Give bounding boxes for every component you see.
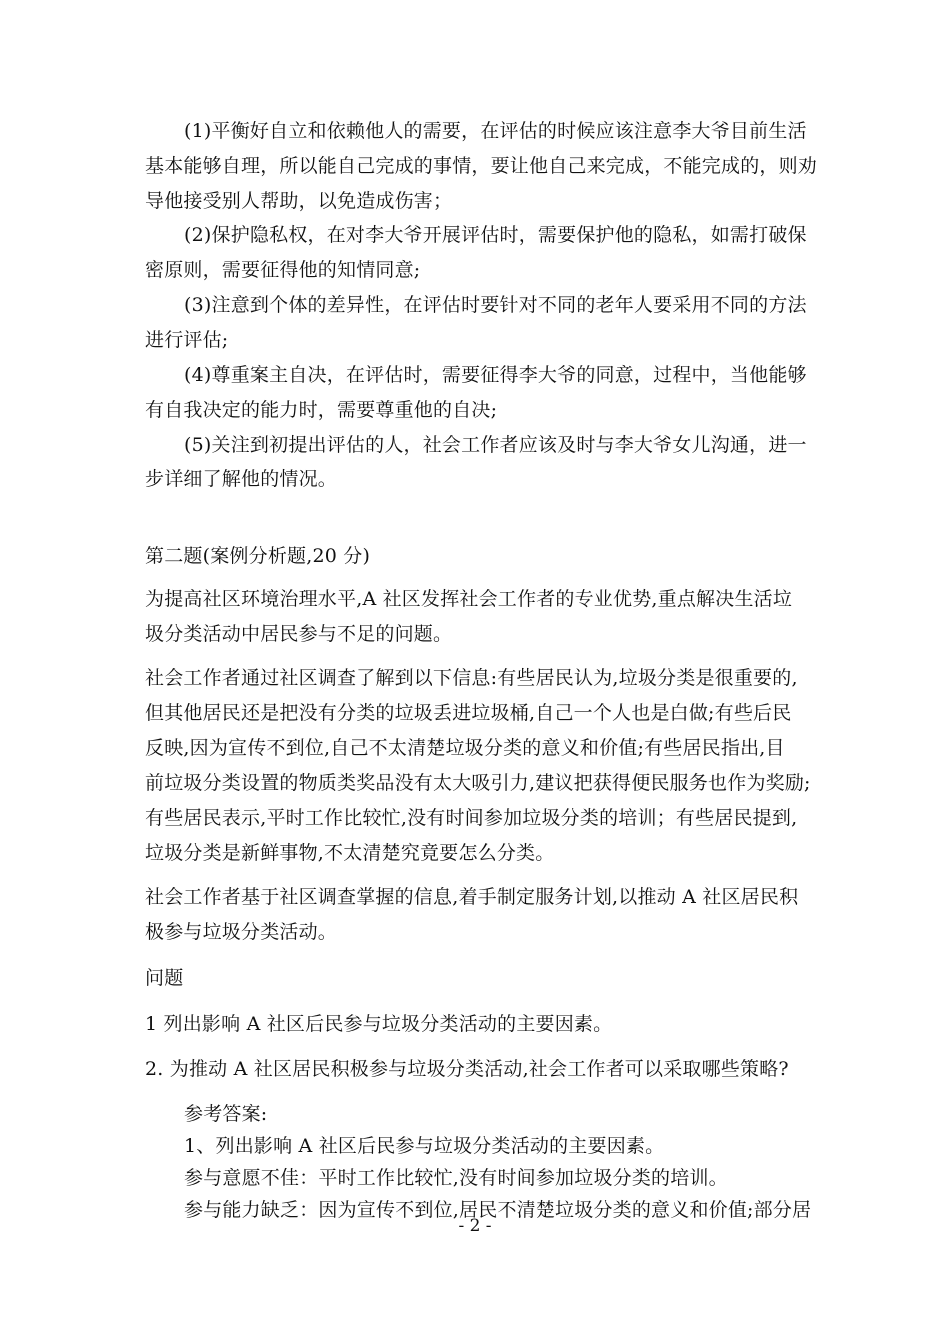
- paragraph-2-line-2: 密原则，需要征得他的知情同意;: [145, 259, 421, 281]
- survey-line-3: 反映,因为宣传不到位,自己不太清楚垃圾分类的意义和价值;有些居民指出,目: [145, 737, 785, 759]
- survey-line-5: 有些居民表示,平时工作比较忙,没有时间参加垃圾分类的培训；有些居民提到,: [145, 807, 798, 829]
- question-2: 2. 为推动 A 社区居民积极参与垃圾分类活动,社会工作者可以采取哪些策略?: [145, 1058, 789, 1080]
- intro-line-1: 为提高社区环境治理水平,A 社区发挥社会工作者的专业优势,重点解决生活垃: [145, 588, 793, 610]
- survey-line-2: 但其他居民还是把没有分类的垃圾丢进垃圾桶,自己一个人也是白做;有些后民: [145, 702, 792, 724]
- page-number: - 2 -: [458, 1216, 492, 1236]
- answer-line-2: 参与意愿不佳：平时工作比较忙,没有时间参加垃圾分类的培训。: [184, 1167, 728, 1189]
- paragraph-1-line-1: (1)平衡好自立和依赖他人的需要，在评估的时候应该注意李大爷目前生活: [184, 120, 807, 142]
- answer-line-3: 参与能力缺乏：因为宣传不到位,居民不清楚垃圾分类的意义和价值;部分居: [184, 1199, 812, 1221]
- questions-label: 问题: [145, 967, 184, 989]
- paragraph-1-line-2: 基本能够自理，所以能自己完成的事情，要让他自己来完成，不能完成的，则劝: [145, 155, 818, 177]
- survey-line-6: 垃圾分类是新鲜事物,不太清楚究竟要怎么分类。: [145, 842, 555, 864]
- survey-line-1: 社会工作者通过社区调查了解到以下信息:有些居民认为,垃圾分类是很重要的,: [145, 667, 798, 689]
- plan-line-2: 极参与垃圾分类活动。: [145, 921, 338, 943]
- plan-line-1: 社会工作者基于社区调查掌握的信息,着手制定服务计划,以推动 A 社区居民积: [145, 886, 799, 908]
- question-1: 1 列出影响 A 社区后民参与垃圾分类活动的主要因素。: [145, 1013, 613, 1035]
- paragraph-3-line-2: 进行评估;: [145, 329, 229, 351]
- question-heading: 第二题(案例分析题,20 分): [145, 545, 371, 567]
- intro-line-2: 圾分类活动中居民参与不足的问题。: [145, 623, 453, 645]
- paragraph-5-line-1: (5)关注到初提出评估的人，社会工作者应该及时与李大爷女儿沟通，进一: [184, 434, 807, 456]
- survey-line-4: 前垃圾分类设置的物质类奖品没有太大吸引力,建议把获得便民服务也作为奖励;: [145, 772, 811, 794]
- paragraph-1-line-3: 导他接受别人帮助，以免造成伤害；: [145, 190, 453, 212]
- paragraph-3-line-1: (3)注意到个体的差异性，在评估时要针对不同的老年人要采用不同的方法: [184, 294, 807, 316]
- paragraph-2-line-1: (2)保护隐私权，在对李大爷开展评估时，需要保护他的隐私，如需打破保: [184, 224, 807, 246]
- paragraph-5-line-2: 步详细了解他的情况。: [145, 468, 338, 490]
- answer-line-1: 1、列出影响 A 社区后民参与垃圾分类活动的主要因素。: [184, 1135, 665, 1157]
- paragraph-4-line-2: 有自我决定的能力时，需要尊重他的自决;: [145, 399, 498, 421]
- answer-label: 参考答案:: [184, 1103, 268, 1125]
- paragraph-4-line-1: (4)尊重案主自决，在评估时，需要征得李大爷的同意，过程中，当他能够: [184, 364, 807, 386]
